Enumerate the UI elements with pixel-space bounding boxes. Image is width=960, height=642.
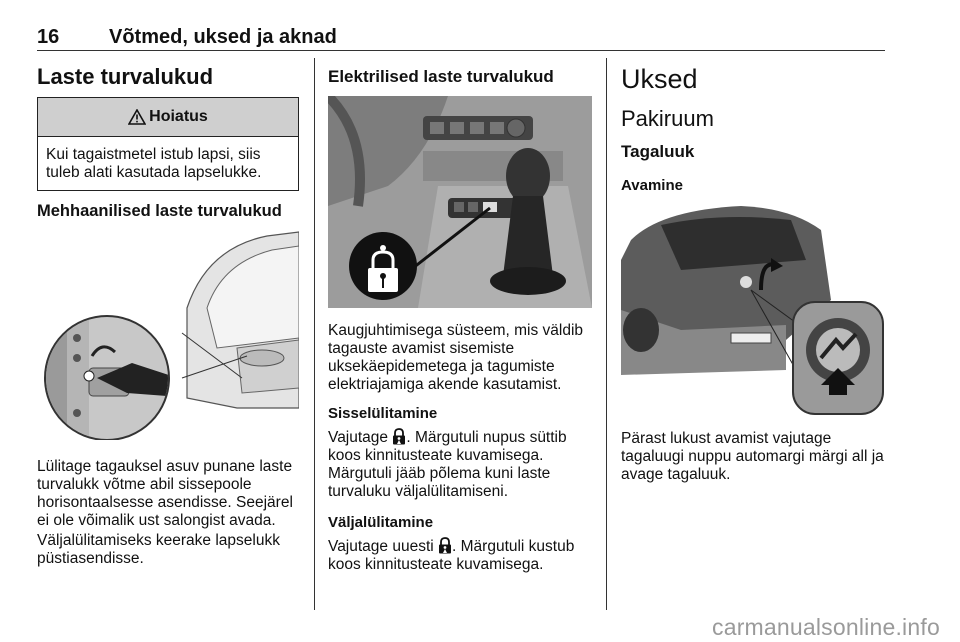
warning-box <box>37 97 299 191</box>
paragraph: Kaugjuhtimisega süsteem, mis väldib tagauste avamist sisemiste uksekäepidemetega ja tagumiste elektriajamiga akende kasutamist. <box>328 322 584 393</box>
subheading: Väljalülitamine <box>328 514 434 531</box>
paragraph <box>328 537 596 574</box>
page-header <box>37 26 885 51</box>
column-divider <box>314 58 315 610</box>
page-number: 16 <box>37 26 60 48</box>
child-lock-icon <box>438 537 452 554</box>
text: . Märgutuli nupus süttib koos kinnitusteate kuvamisega. Märgutuli jääb põlema kuni laste turvaluku väljalülitamiseni. <box>328 429 567 500</box>
warning-text: Kui tagaistmetel istub lapsi, siis tuleb alati kasutada lapselukke. <box>46 146 262 181</box>
paragraph: Väljalülitamiseks keerake lapselukk püstiasendisse. <box>37 532 280 567</box>
text: Vajutage <box>328 429 393 446</box>
subheading: Sisselülitamine <box>328 405 438 422</box>
paragraph: Pärast lukust avamist vajutage tagaluugi nuppu automargi märgi all ja avage tagaluuk. <box>621 430 884 483</box>
section-heading: Elektrilised laste turvalukud <box>328 67 554 86</box>
text: . Märgutuli kustub koos kinnitusteate kuvamisega. <box>328 538 575 573</box>
warning-triangle-icon <box>128 109 146 125</box>
warning-header <box>38 98 298 137</box>
watermark: carmanualsonline.info <box>712 614 940 640</box>
chapter-title: Võtmed, uksed ja aknad <box>109 26 337 48</box>
section-heading: Laste turvalukud <box>37 64 214 89</box>
paragraph: Lülitage tagauksel asuv punane laste turvalukk võtme abil sissepoole horisontaalsesse asendisse. Seejärel ei ole võimalik ust salongist avada. <box>37 458 293 529</box>
section-heading: Uksed <box>621 64 698 94</box>
subheading: Mehhaanilised laste turvalukud <box>37 202 282 220</box>
label: Avamine <box>621 177 683 194</box>
tailgate-illustration <box>621 200 885 416</box>
console-child-lock-illustration <box>328 96 592 308</box>
paragraph <box>328 428 596 501</box>
child-lock-icon <box>392 428 406 445</box>
column-divider <box>606 58 607 610</box>
subheading: Pakiruum <box>621 106 714 131</box>
warning-title: Hoiatus <box>149 108 208 125</box>
subheading: Tagaluuk <box>621 142 695 161</box>
door-child-lock-illustration <box>37 228 299 440</box>
text: Vajutage uuesti <box>328 538 439 555</box>
